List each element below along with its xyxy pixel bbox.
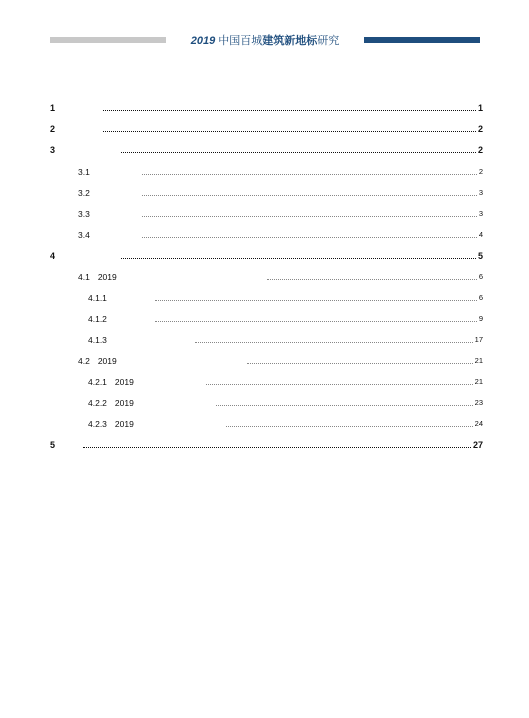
toc-entry[interactable] [78,353,483,367]
toc-number: 5 [50,440,56,450]
toc-number: 4.1 [78,272,90,282]
toc-number: 3.3 [78,209,90,219]
toc-number: 3.2 [78,188,90,198]
toc-entry[interactable] [50,121,483,135]
toc-number: 1 [50,103,56,113]
toc-entry[interactable] [50,437,483,451]
toc-page: 2 [477,124,483,134]
toc-label: 2019 [114,398,134,408]
toc-entry[interactable] [88,374,483,388]
toc-leader [142,174,477,175]
toc-entry[interactable] [88,311,483,325]
toc-number: 4.2.2 [88,398,107,408]
toc-page: 2 [477,145,483,155]
toc-number: 2 [50,124,56,134]
toc-number: 4.1.2 [88,314,107,324]
toc-leader [121,258,476,259]
toc-page: 21 [474,377,483,386]
toc-page: 21 [474,356,483,365]
header-year: 2019 [190,35,216,47]
toc-leader [155,321,477,322]
toc-entry[interactable] [50,100,483,114]
toc-number: 3.4 [78,230,90,240]
toc-entry[interactable] [78,227,483,241]
header-bar-left [50,37,166,43]
toc-label: 2019 [114,377,134,387]
toc-number: 3 [50,145,56,155]
toc-leader [267,279,477,280]
toc-label: 2019 [114,419,134,429]
toc-leader [155,300,477,301]
header-title-bold: 建筑新地标 [262,35,318,47]
toc-page: 24 [474,419,483,428]
toc-entry[interactable] [78,164,483,178]
toc-page: 3 [478,188,483,197]
toc-page: 6 [478,272,483,281]
toc-entry[interactable] [88,290,483,304]
toc-label: 2019 [97,356,117,366]
toc-leader [142,216,477,217]
toc-leader [195,342,473,343]
toc-number: 4.2 [78,356,90,366]
toc-page: 4 [478,230,483,239]
toc-entry[interactable] [78,206,483,220]
toc-number: 4.1.1 [88,293,107,303]
toc-entry[interactable] [50,142,483,156]
toc-entry[interactable] [88,395,483,409]
toc-leader [206,384,473,385]
toc-leader [121,152,476,153]
toc-leader [226,426,473,427]
header-bar-right [364,37,480,43]
toc-leader [247,363,473,364]
toc-number: 3.1 [78,167,90,177]
toc-page: 23 [474,398,483,407]
toc-entry[interactable] [88,416,483,430]
toc-number: 4.2.1 [88,377,107,387]
toc-entry[interactable] [78,269,483,283]
toc-leader [83,447,471,448]
header-title [170,32,360,48]
header-title-post: 研究 [317,35,340,47]
toc-label: 2019 [97,272,117,282]
toc-entry[interactable] [78,185,483,199]
toc-leader [142,237,477,238]
toc-leader [103,131,476,132]
toc-leader [103,110,476,111]
toc-page: 17 [474,335,483,344]
header-title-pre: 中国百城 [215,35,263,47]
toc-entry[interactable] [88,332,483,346]
toc-entry[interactable] [50,248,483,262]
toc-number: 4.1.3 [88,335,107,345]
toc-number: 4 [50,251,56,261]
toc-page: 6 [478,293,483,302]
toc-number: 4.2.3 [88,419,107,429]
toc-page: 3 [478,209,483,218]
toc-leader [216,405,473,406]
toc-page: 9 [478,314,483,323]
toc-page: 27 [472,440,483,450]
toc-page: 1 [477,103,483,113]
toc-page: 5 [477,251,483,261]
toc-leader [142,195,477,196]
toc-page: 2 [478,167,483,176]
